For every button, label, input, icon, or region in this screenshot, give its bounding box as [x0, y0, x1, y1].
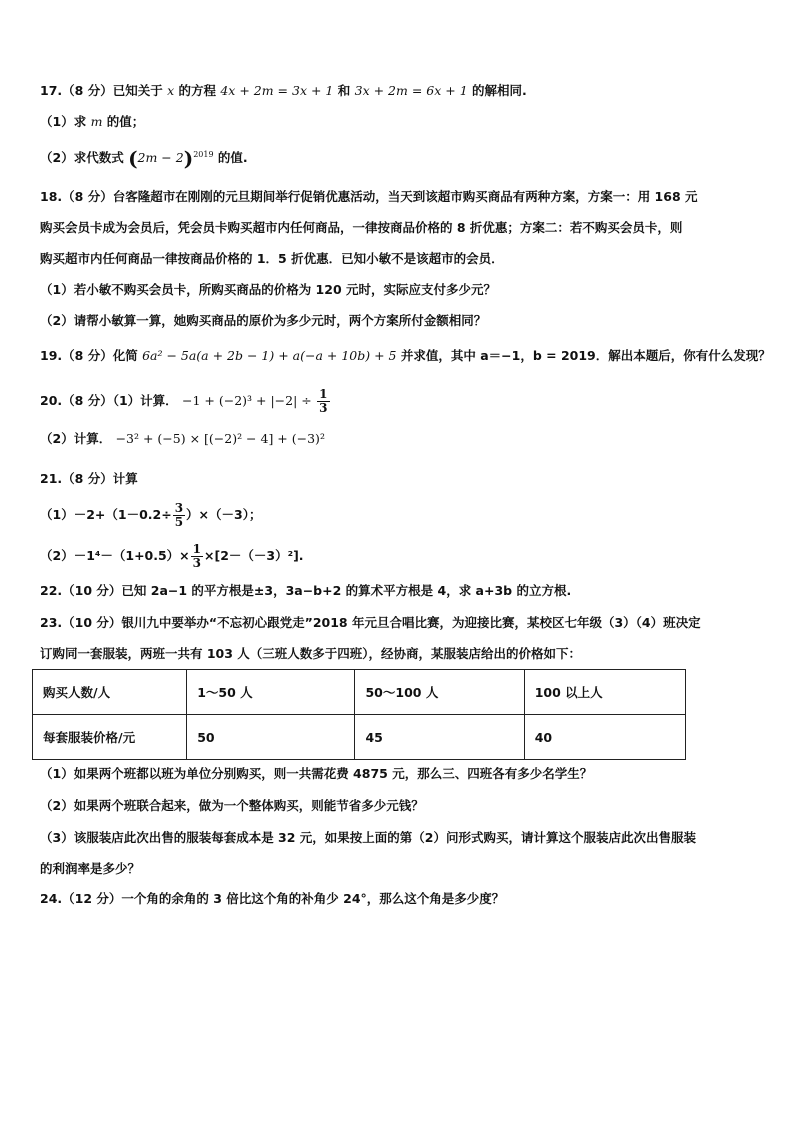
q21-p1-b: ）×（－3）；	[186, 507, 262, 522]
q19-mid: 并求值，其中 a＝−1，b = 2019	[400, 348, 596, 363]
q19-tail: ．解出本题后，你有什么发现？	[595, 348, 771, 363]
fraction-denominator: 3	[319, 401, 328, 415]
q17-mid: 的方程	[178, 83, 216, 98]
q20-part-2	[40, 430, 325, 448]
q17-equation-1: 4x + 2m = 3x + 1	[220, 83, 334, 98]
q17-p2-base: 2m − 2	[137, 150, 184, 165]
q23-part-3-line-1: （3）该服装店此次出售的服装每套成本是 32 元，如果按上面的第（2）问形式购买，请计算这个服装店此次出售服装	[40, 830, 696, 845]
q17-var-x: x	[167, 83, 175, 98]
q21-p2-fraction	[191, 543, 203, 570]
right-paren: )	[183, 146, 194, 171]
q23-line-1: 23.（10 分）银川九中要举办“不忘初心跟党走”2018 年元旦合唱比赛，为迎接比赛，某校区七年级（3）（4）班决定	[40, 615, 701, 630]
q21-p1-a: （1）－2+（1－0.2÷	[40, 507, 172, 522]
table-row	[33, 715, 686, 760]
q23-part-2: （2）如果两个班联合起来，做为一个整体购买，则能节省多少元钱？	[40, 798, 424, 813]
q18-part-1: （1）若小敏不购买会员卡，所购买商品的价格为 120 元时，实际应支付多少元？	[40, 282, 496, 297]
q17-part-2	[40, 146, 248, 171]
table-cell: 每套服装价格/元	[33, 715, 187, 760]
q17-and: 和	[337, 83, 351, 98]
q20-head: 20.（8 分）（1）计算．	[40, 393, 178, 408]
q19-head: 19.（8 分）化简	[40, 348, 138, 363]
table-cell: 50	[187, 715, 355, 760]
q24-stem: 24.（12 分）一个角的余角的 3 倍比这个角的补角少 24°，那么这个角是多少度？	[40, 891, 505, 906]
q21-part-2	[40, 543, 304, 570]
q17-p2-tail: 的值.	[217, 150, 248, 165]
q17-p1-var: m	[90, 114, 103, 129]
q17-equation-2: 3x + 2m = 6x + 1	[354, 83, 468, 98]
fraction-numerator: 1	[319, 387, 328, 401]
q18-line-3: 购买超市内任何商品一律按商品价格的 1．5 折优惠．已知小敏不是该超市的会员．	[40, 251, 504, 266]
q17-stem	[40, 82, 527, 100]
q21-p2-a: （2）－1⁴－（1+0.5）×	[40, 548, 190, 563]
fraction-denominator: 3	[192, 556, 202, 570]
q20-expression-1: −1 + (−2)³ + |−2| ÷	[182, 393, 312, 408]
q20-fraction	[317, 388, 329, 415]
q21-p2-b: ×[2－（－3）²].	[204, 548, 304, 563]
q23-part-1: （1）如果两个班都以班为单位分别购买，则一共需花费 4875 元，那么三、四班各有多少名学生？	[40, 766, 593, 781]
q17-part-1	[40, 113, 144, 131]
q22-stem: 22.（10 分）已知 2a−1 的平方根是±3，3a−b+2 的算术平方根是 4，求 a+3b 的立方根.	[40, 583, 572, 598]
table-cell: 45	[355, 715, 524, 760]
q19-stem	[40, 347, 771, 365]
q17-p1-tail: 的值；	[106, 114, 145, 129]
table-cell: 购买人数/人	[33, 670, 187, 715]
q21-head: 21.（8 分）计算	[40, 471, 138, 486]
q17-p2-exponent: 2019	[193, 149, 214, 159]
q19-expression: 6a² − 5a(a + 2b − 1) + a(−a + 10b) + 5	[142, 348, 397, 363]
fraction-numerator: 3	[174, 501, 184, 515]
q20-expression-2: −3² + (−5) × [(−2)² − 4] + (−3)²	[115, 431, 325, 446]
q23-part-3-line-2: 的利润率是多少？	[40, 861, 141, 876]
q21-part-1	[40, 502, 261, 529]
q23-line-2: 订购同一套服装，两班一共有 103 人（三班人数多于四班），经协商，某服装店给出的价格如下：	[40, 646, 582, 661]
q17-p2-head: （2）求代数式	[40, 150, 124, 165]
table-cell: 100 以上人	[524, 670, 685, 715]
fraction-denominator: 5	[174, 515, 184, 529]
table-cell: 50～100 人	[355, 670, 524, 715]
table-cell: 40	[524, 715, 685, 760]
q20-p2-head: （2）计算．	[40, 431, 112, 446]
q18-line-1: 18.（8 分）台客隆超市在刚刚的元旦期间举行促销优惠活动，当天到该超市购买商品有两种方案，方案一：用 168 元	[40, 189, 698, 204]
fraction-numerator: 1	[192, 542, 202, 556]
price-table	[32, 669, 686, 760]
q17-p1-head: （1）求	[40, 114, 87, 129]
q17-tail: 的解相同.	[472, 83, 527, 98]
table-row	[33, 670, 686, 715]
q18-part-2: （2）请帮小敏算一算，她购买商品的原价为多少元时，两个方案所付金额相同？	[40, 313, 487, 328]
table-cell: 1～50 人	[187, 670, 355, 715]
q17-head: 17.（8 分）已知关于	[40, 83, 163, 98]
q18-line-2: 购买会员卡成为会员后，凭会员卡购买超市内任何商品，一律按商品价格的 8 折优惠；方案二：若不购买会员卡，则	[40, 220, 683, 235]
left-paren: (	[128, 146, 138, 171]
q20-part-1	[40, 388, 331, 415]
q21-p1-fraction	[173, 502, 185, 529]
